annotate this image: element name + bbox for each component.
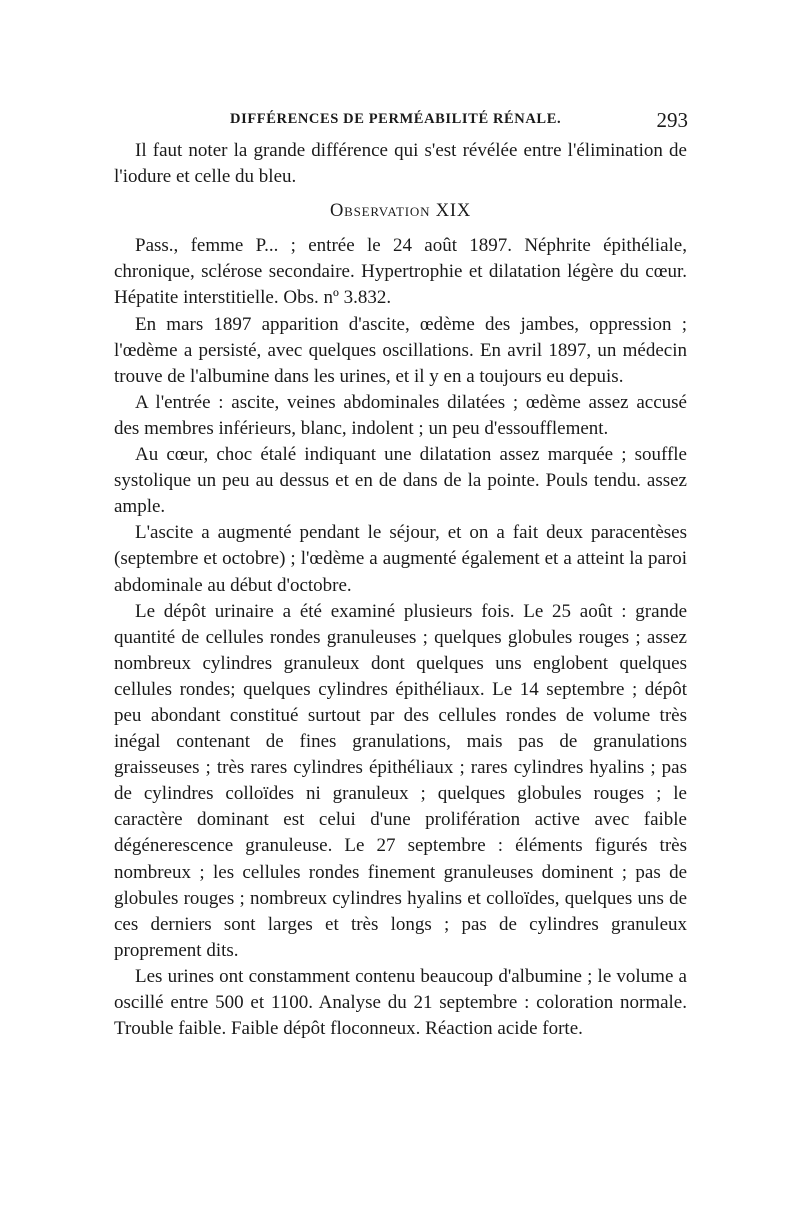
paragraph-admission: Pass., femme P... ; entrée le 24 août 1897. Néphrite épithéliale, chronique, sclérose secondaire. Hypertrophie et dilatation légère du cœur. Hépatite interstitielle. Obs. nº 3.832. bbox=[114, 235, 687, 309]
paragraph-heart-exam: Au cœur, choc étalé indiquant une dilatation assez marquée ; souffle systolique un peu au dessus et en de dans de la pointe. Pouls tendu. assez ample. bbox=[114, 444, 687, 518]
paragraph-history: En mars 1897 apparition d'ascite, œdème des jambes, oppression ; l'œdème a persisté, avec quelques oscillations. En avril 1897, un médecin trouve de l'albumine dans les urines, et il y en a toujours eu depuis. bbox=[114, 313, 687, 387]
paragraph-entry-exam: A l'entrée : ascite, veines abdominales dilatées ; œdème assez accusé des membres inférieurs, blanc, indolent ; un peu d'essoufflement. bbox=[114, 391, 687, 439]
paragraph-urinary-deposit: Le dépôt urinaire a été examiné plusieurs fois. Le 25 août : grande quantité de cellules rondes granuleuses ; quelques globules rouges ; assez nombreux cylindres granuleux dont quelques uns englobent quelques cellules rondes; quelques cylindres épithéliaux. Le 14 septembre ; dépôt peu abondant constitué surtout par des cellules rondes de volume très inégal contenant de fines granulations, mais pas de granulations graisseuses ; très rares cylindres épithéliaux ; rares cylindres hyalins ; pas de cylindres colloïdes ni granuleux ; quelques globules rouges ; le caractère dominant est celui d'une prolifération active avec faible dégénerescence granuleuse. Le 27 septembre : éléments figurés très nombreux ; les cellules rondes finement granuleuses dominent ; pas de globules rouges ; nombreux cylindres hyalins et colloïdes, quelques uns de ces derniers sont larges et très longs ; pas de cylindres granuleux proprement dits. bbox=[114, 600, 687, 961]
body-text bbox=[114, 138, 687, 1042]
running-head bbox=[118, 108, 688, 134]
intro-paragraph: Il faut noter la grande différence qui s'est révélée entre l'élimination de l'iodure et celle du bleu. bbox=[114, 140, 687, 188]
observation-heading: Observation XIX bbox=[329, 201, 472, 222]
running-title: DIFFÉRENCES DE PERMÉABILITÉ RÉNALE. bbox=[230, 111, 562, 127]
page-number: 293 bbox=[656, 108, 688, 132]
paragraph-ascites-course: L'ascite a augmenté pendant le séjour, et on a fait deux paracentèses (septembre et octobre) ; l'œdème a augmenté également et a atteint la paroi abdominale au début d'octobre. bbox=[114, 522, 687, 596]
paragraph-urine-analysis: Les urines ont constamment contenu beaucoup d'albumine ; le volume a oscillé entre 500 et 1100. Analyse du 21 septembre : coloration normale. Trouble faible. Faible dépôt floconneux. Réaction acide forte. bbox=[114, 965, 687, 1040]
